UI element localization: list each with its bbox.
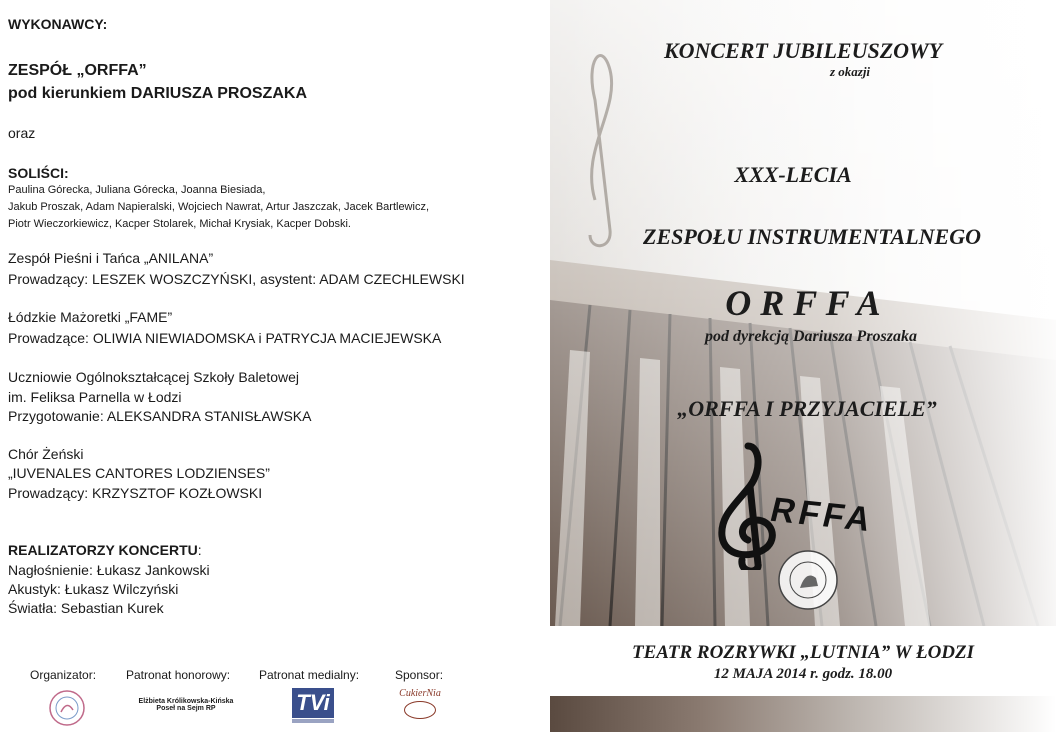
organizer-logo	[47, 688, 87, 728]
centre-seal-icon	[776, 548, 840, 612]
media-logo	[292, 688, 334, 724]
logo-text: RFFA	[766, 490, 879, 540]
group-name: ZESPÓŁ „ORFFA”	[8, 62, 147, 79]
soloists-line: Paulina Górecka, Juliana Górecka, Joanna Biesiada,	[8, 184, 266, 196]
honorary-label: Patronat honorowy:	[126, 668, 231, 682]
anilana-name: Zespół Pieśni i Tańca „ANILANA”	[8, 250, 214, 266]
poster-title: KONCERT JUBILEUSZOWY	[663, 38, 943, 63]
sponsor-logo-text: CukierNia	[399, 688, 441, 699]
ballet-line: Uczniowie Ogólnokształcącej Szkoły Baletowej	[8, 369, 300, 385]
media-label: Patronat medialny:	[259, 668, 360, 682]
realizers-colon: :	[197, 542, 202, 558]
ballet-line: Przygotowanie: ALEKSANDRA STANISŁAWSKA	[8, 408, 312, 424]
realizer-line: Światła: Sebastian Kurek	[8, 600, 164, 616]
fame-name: Łódzkie Mażoretki „FAME”	[8, 309, 173, 325]
program-column	[8, 0, 543, 732]
soloists-line: Piotr Wieczorkiewicz, Kacper Stolarek, Michał Krysiak, Kacper Dobski.	[8, 218, 351, 230]
choir-line: „IUVENALES CANTORES LODZIENSES”	[8, 465, 270, 481]
poster-panel	[550, 0, 1056, 732]
venue: TEATR ROZRYWKI „LUTNIA” W ŁODZI	[631, 642, 975, 663]
realizer-line: Akustyk: Łukasz Wilczyński	[8, 581, 179, 597]
ballet-line: im. Feliksa Parnella w Łodzi	[8, 389, 182, 405]
bottom-image-strip	[550, 696, 1056, 732]
date-time: 12 MAJA 2014 r. godz. 18.00	[713, 666, 893, 682]
sponsor-logo-emblem	[404, 701, 436, 719]
poster-ensemble: ZESPOŁU INSTRUMENTALNEGO	[643, 224, 981, 249]
poster-subtitle: z okazji	[829, 64, 871, 79]
realizers-heading	[8, 542, 202, 558]
poster-orffa: O R F F A	[725, 283, 881, 323]
sponsor-logo	[398, 688, 442, 724]
fame-leader: Prowadzące: OLIWIA NIEWIADOMSKA i PATRYCJA MACIEJEWSKA	[8, 330, 442, 346]
sponsor-label: Sponsor:	[395, 668, 444, 682]
honorary-patron	[133, 698, 239, 712]
choir-line: Chór Żeński	[8, 446, 84, 462]
organizer-label: Organizator:	[30, 668, 97, 682]
soloists-heading: SOLIŚCI:	[8, 165, 69, 181]
performers-heading: WYKONAWCY:	[8, 16, 108, 32]
realizers-heading-text: REALIZATORZY KONCERTU	[8, 542, 198, 558]
poster-director: pod dyrekcją Dariusza Proszaka	[704, 328, 917, 345]
poster-anniversary: XXX-LECIA	[734, 162, 852, 187]
group-director: pod kierunkiem DARIUSZA PROSZAKA	[8, 85, 307, 102]
honorary-name: Elżbieta Królikowska-Kińska	[138, 698, 234, 705]
sponsors-bar	[0, 664, 540, 732]
media-logo-text: TVi	[292, 688, 334, 718]
piano-photo	[550, 0, 1056, 626]
oraz-text: oraz	[8, 125, 36, 141]
poster-event-name: „ORFFA I PRZYJACIELE”	[677, 396, 937, 421]
soloists-line: Jakub Proszak, Adam Napieralski, Wojciech Nawrat, Artur Jaszczak, Jacek Bartlewicz,	[8, 201, 430, 213]
realizer-line: Nagłośnienie: Łukasz Jankowski	[8, 562, 210, 578]
anilana-leader: Prowadzący: LESZEK WOSZCZYŃSKI, asystent: ADAM CZECHLEWSKI	[8, 271, 465, 287]
honorary-title: Poseł na Sejm RP	[156, 705, 216, 712]
media-logo-underline	[292, 719, 334, 723]
choir-line: Prowadzący: KRZYSZTOF KOZŁOWSKI	[8, 485, 263, 501]
